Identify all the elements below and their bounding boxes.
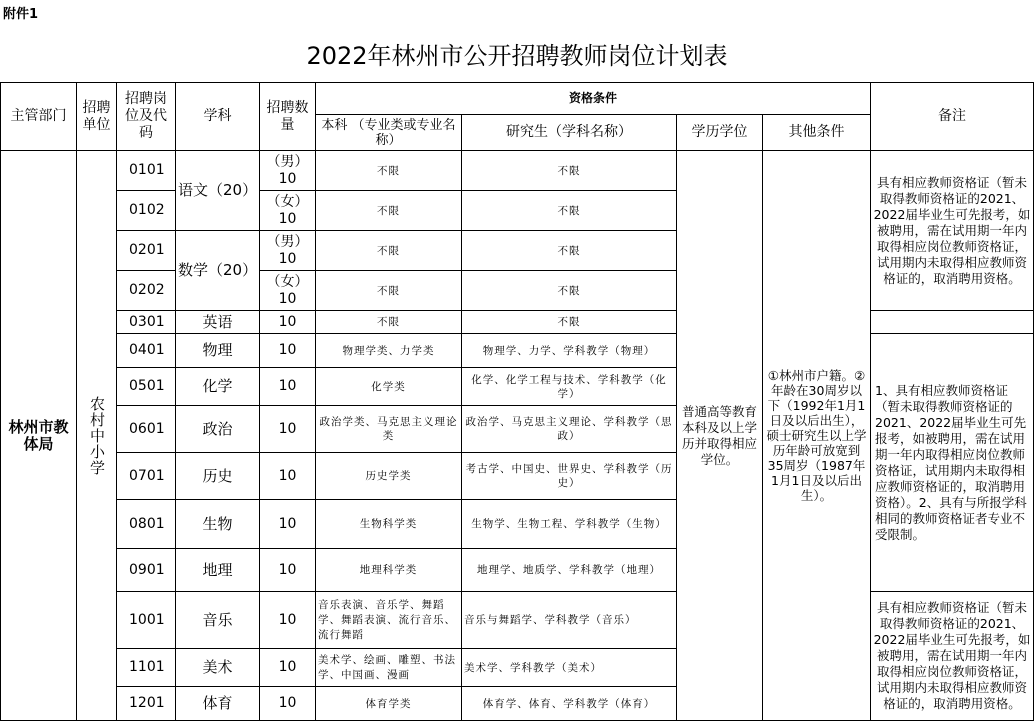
header-degree: 学历学位 xyxy=(677,115,763,151)
post-code: 0701 xyxy=(117,453,176,500)
post-code: 0901 xyxy=(117,549,176,592)
remark-cell-2: 1、具有相应教师资格证（暂未取得教师资格证的2021、2022届毕业生可先报考，如被聘用，需在试用期一年内取得相应岗位教师资格证，试用期内未取得相应教师资格证的，取消聘用资格）。2、具有与所报学科相同的教师资格证者专业不受限制。 xyxy=(871,334,1034,592)
subject-cell: 数学（20） xyxy=(176,231,260,311)
post-code: 1001 xyxy=(117,592,176,649)
grad-cell: 生物学、生物工程、学科教学（生物） xyxy=(462,500,677,549)
attachment-label: 附件1 xyxy=(3,7,39,22)
count-cell: （女）10 xyxy=(260,271,316,311)
header-dept: 主管部门 xyxy=(1,83,77,151)
grad-cell: 美术学、学科教学（美术） xyxy=(462,649,677,687)
recruitment-table xyxy=(0,82,1034,721)
grad-cell: 音乐与舞蹈学、学科教学（音乐） xyxy=(462,592,677,649)
undergrad-cell: 体育学类 xyxy=(316,687,462,721)
undergrad-cell: 不限 xyxy=(316,151,462,191)
subject-cell: 物理 xyxy=(176,334,260,368)
grad-cell: 地理学、地质学、学科教学（地理） xyxy=(462,549,677,592)
post-code: 1101 xyxy=(117,649,176,687)
subject-cell: 英语 xyxy=(176,311,260,334)
undergrad-cell: 物理学类、力学类 xyxy=(316,334,462,368)
grad-cell: 不限 xyxy=(462,231,677,271)
count-cell: 10 xyxy=(260,500,316,549)
count-cell: （男）10 xyxy=(260,231,316,271)
remark-cell-3: 具有相应教师资格证（暂未取得教师资格证的2021、2022届毕业生可先报考，如被聘用，需在试用期一年内取得相应岗位教师资格证，试用期内未取得相应教师资格证的，取消聘用资格。 xyxy=(871,592,1034,721)
undergrad-cell: 地理科学类 xyxy=(316,549,462,592)
header-post-code: 招聘岗位及代码 xyxy=(117,83,176,151)
grad-cell: 体育学、体育、学科教学（体育） xyxy=(462,687,677,721)
post-code: 0301 xyxy=(117,311,176,334)
header-unit: 招聘单位 xyxy=(77,83,117,151)
subject-cell: 语文（20） xyxy=(176,151,260,231)
grad-cell: 不限 xyxy=(462,191,677,231)
undergrad-cell: 美术学、绘画、雕塑、书法学、中国画、漫画 xyxy=(316,649,462,687)
degree-cell: 普通高等教育本科及以上学历并取得相应学位。 xyxy=(677,151,763,721)
count-cell: （男）10 xyxy=(260,151,316,191)
grad-cell: 不限 xyxy=(462,151,677,191)
unit-text: 农村中小学 xyxy=(88,395,106,476)
undergrad-cell: 不限 xyxy=(316,231,462,271)
undergrad-cell: 不限 xyxy=(316,271,462,311)
count-cell: 10 xyxy=(260,334,316,368)
undergrad-cell: 政治学类、马克思主义理论类 xyxy=(316,406,462,453)
grad-cell: 考古学、中国史、世界史、学科教学（历史） xyxy=(462,453,677,500)
header-subject: 学科 xyxy=(176,83,260,151)
post-code: 0601 xyxy=(117,406,176,453)
count-cell: 10 xyxy=(260,592,316,649)
post-code: 0101 xyxy=(117,151,176,191)
header-undergrad: 本科 （专业类或专业名称） xyxy=(316,115,462,151)
unit-cell xyxy=(77,151,117,721)
count-cell: 10 xyxy=(260,368,316,406)
header-remarks: 备注 xyxy=(871,83,1034,151)
subject-cell: 化学 xyxy=(176,368,260,406)
undergrad-cell: 生物科学类 xyxy=(316,500,462,549)
subject-cell: 政治 xyxy=(176,406,260,453)
subject-cell: 生物 xyxy=(176,500,260,549)
post-code: 0202 xyxy=(117,271,176,311)
grad-cell: 物理学、力学、学科教学（物理） xyxy=(462,334,677,368)
grad-cell: 政治学、马克思主义理论、学科教学（思政） xyxy=(462,406,677,453)
grad-cell: 不限 xyxy=(462,271,677,311)
count-cell: 10 xyxy=(260,453,316,500)
subject-cell: 音乐 xyxy=(176,592,260,649)
undergrad-cell: 不限 xyxy=(316,311,462,334)
page-title: 2022年林州市公开招聘教师岗位计划表 xyxy=(306,42,728,70)
count-cell: （女）10 xyxy=(260,191,316,231)
header-qualifications: 资格条件 xyxy=(316,83,871,115)
header-other: 其他条件 xyxy=(763,115,871,151)
post-code: 0501 xyxy=(117,368,176,406)
post-code: 0201 xyxy=(117,231,176,271)
post-code: 1201 xyxy=(117,687,176,721)
remark-cell-1: 具有相应教师资格证（暂未取得教师资格证的2021、2022届毕业生可先报考，如被聘用，需在试用期一年内取得相应岗位教师资格证，试用期内未取得相应教师资格证的，取消聘用资格。 xyxy=(871,151,1034,311)
undergrad-cell: 化学类 xyxy=(316,368,462,406)
grad-cell: 化学、化学工程与技术、学科教学（化学） xyxy=(462,368,677,406)
count-cell: 10 xyxy=(260,406,316,453)
count-cell: 10 xyxy=(260,687,316,721)
undergrad-cell: 音乐表演、音乐学、舞蹈学、舞蹈表演、流行音乐、流行舞蹈 xyxy=(316,592,462,649)
post-code: 0102 xyxy=(117,191,176,231)
grad-cell: 不限 xyxy=(462,311,677,334)
other-conditions-cell: ①林州市户籍。②年龄在30周岁以下（1992年1月1日及以后出生），硕士研究生以上学历年龄可放宽到35周岁（1987年1月1日及以后出生）。 xyxy=(763,151,871,721)
undergrad-cell: 历史学类 xyxy=(316,453,462,500)
count-cell: 10 xyxy=(260,649,316,687)
subject-cell: 历史 xyxy=(176,453,260,500)
post-code: 0801 xyxy=(117,500,176,549)
post-code: 0401 xyxy=(117,334,176,368)
dept-cell: 林州市教体局 xyxy=(1,151,77,721)
header-count: 招聘数量 xyxy=(260,83,316,151)
undergrad-cell: 不限 xyxy=(316,191,462,231)
subject-cell: 美术 xyxy=(176,649,260,687)
count-cell: 10 xyxy=(260,549,316,592)
header-grad: 研究生（学科名称） xyxy=(462,115,677,151)
count-cell: 10 xyxy=(260,311,316,334)
subject-cell: 地理 xyxy=(176,549,260,592)
remark-spacer xyxy=(871,311,1034,334)
subject-cell: 体育 xyxy=(176,687,260,721)
